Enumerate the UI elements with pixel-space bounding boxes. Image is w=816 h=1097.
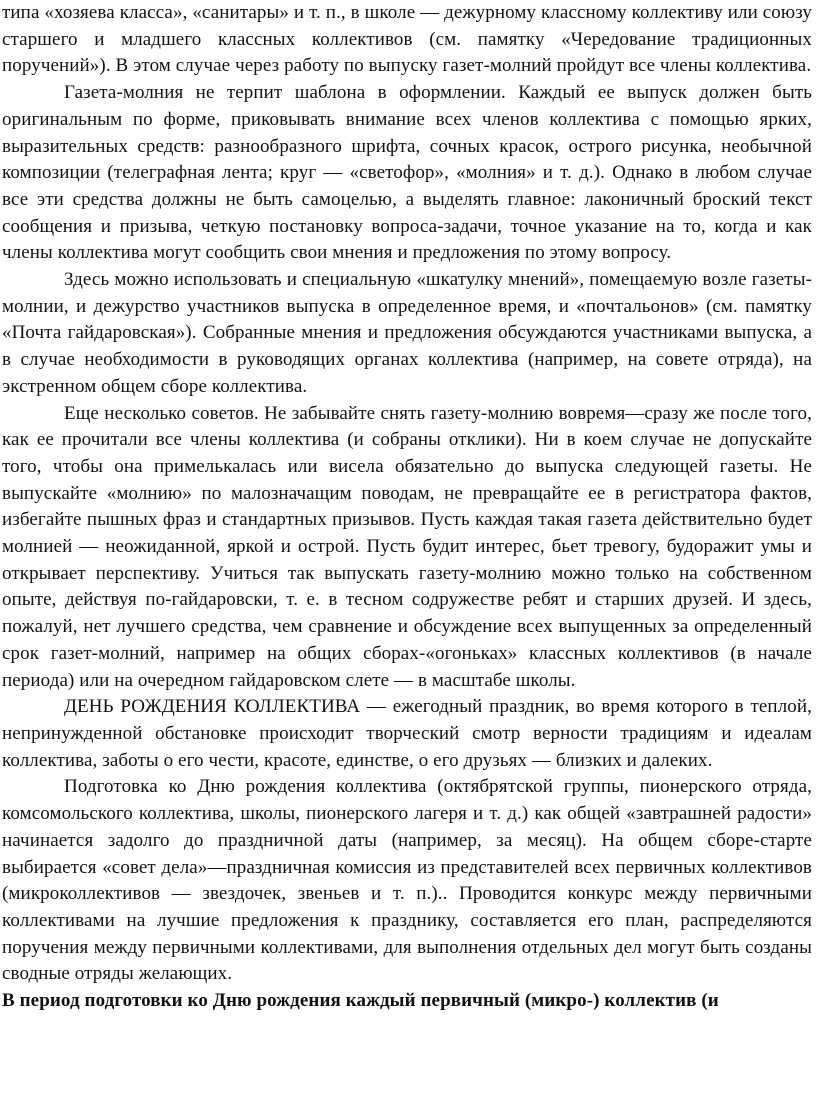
paragraph-3: Здесь можно использовать и специальную «шкатулку мнений», помещаемую возле газеты-молнии, и дежурство участников выпуска в определенное время, и «почтальонов» (см. памятку «Почта гайдаровская»). Собранные мнения и предложения обсуждаются участниками выпуска, а в случае необходимости в руководящих органах коллектива (например, на совете отряда), на экстренном общем сборе коллектива.: [2, 269, 812, 397]
paragraph-7-bold: В период подготовки ко Дню рождения каждый первичный (микро-) коллектив (и: [2, 990, 719, 1012]
paragraph-1: типа «хозяева класса», «санитары» и т. п., в школе — дежурному классному коллективу или союзу старшего и младшего классных коллективов (см. памятку «Чередование традиционных поручений»). В этом случае через работу по выпуску газет-молний пройдут все члены коллектива.: [2, 2, 812, 77]
paragraph-2: Газета-молния не терпит шаблона в оформлении. Каждый ее выпуск должен быть оригинальным по форме, приковывать внимание всех членов коллектива с помощью ярких, выразительных средств: разнообразного шрифта, сочных красок, острого рисунка, необычной композиции (телеграфная лента; круг — «светофор», «молния» и т. д.). Однако в любом случае все эти средства должны не быть самоцелью, а выделять главное: лаконичный броский текст сообщения и призыва, четкую постановку вопроса-задачи, точное указание на то, когда и как члены коллектива могут сообщить свои мнения и предложения по этому вопросу.: [2, 82, 812, 264]
paragraph-6: Подготовка ко Дню рождения коллектива (октябрятской группы, пионерского отряда, комсомольского коллектива, школы, пионерского лагеря и т. д.) как общей «завтрашней радости» начинается задолго до праздничной даты (например, за месяц). На общем сборе-старте выбирается «совет дела»—праздничная комиссия из представителей всех первичных коллективов (микроколлективов — звездочек, звеньев и т. п.).. Проводится конкурс между первичными коллективами на лучшие предложения к празднику, составляется его план, распределяются поручения между первичными коллективами, для выполнения отдельных дел могут быть созданы сводные отряды желающих.: [2, 776, 812, 985]
paragraph-4: Еще несколько советов. Не забывайте снять газету-молнию вовремя—сразу же после того, как ее прочитали все члены коллектива (и собраны отклики). Ни в коем случае не допускайте того, чтобы она примелькалась или висела обязательно до выпуска следующей газеты. Не выпускайте «молнию» по малозначащим поводам, не превращайте ее в регистратора фактов, избегайте пышных фраз и стандартных призывов. Пусть каждая такая газета действительно будет молнией — неожиданной, яркой и острой. Пусть будит интерес, бьет тревогу, будоражит умы и открывает перспективу. Учиться так выпускать газету-молнию можно только на собственном опыте, действуя по-гайдаровски, т. е. в тесном содружестве ребят и старших друзей. И здесь, пожалуй, нет лучшего средства, чем сравнение и обсуждение всех выпущенных за определенный срок газет-молний, например на общих сборах-«огоньках» классных коллективов (в начале периода) или на очередном гайдаровском слете — в масштабе школы.: [2, 402, 812, 691]
paragraph-5: ДЕНЬ РОЖДЕНИЯ КОЛЛЕКТИВА — ежегодный праздник, во время которого в теплой, непринужденной обстановке происходит творческий смотр верности традициям и идеалам коллектива, заботы о его чести, красоте, единстве, о его друзьях — близких и далеких.: [2, 696, 812, 771]
